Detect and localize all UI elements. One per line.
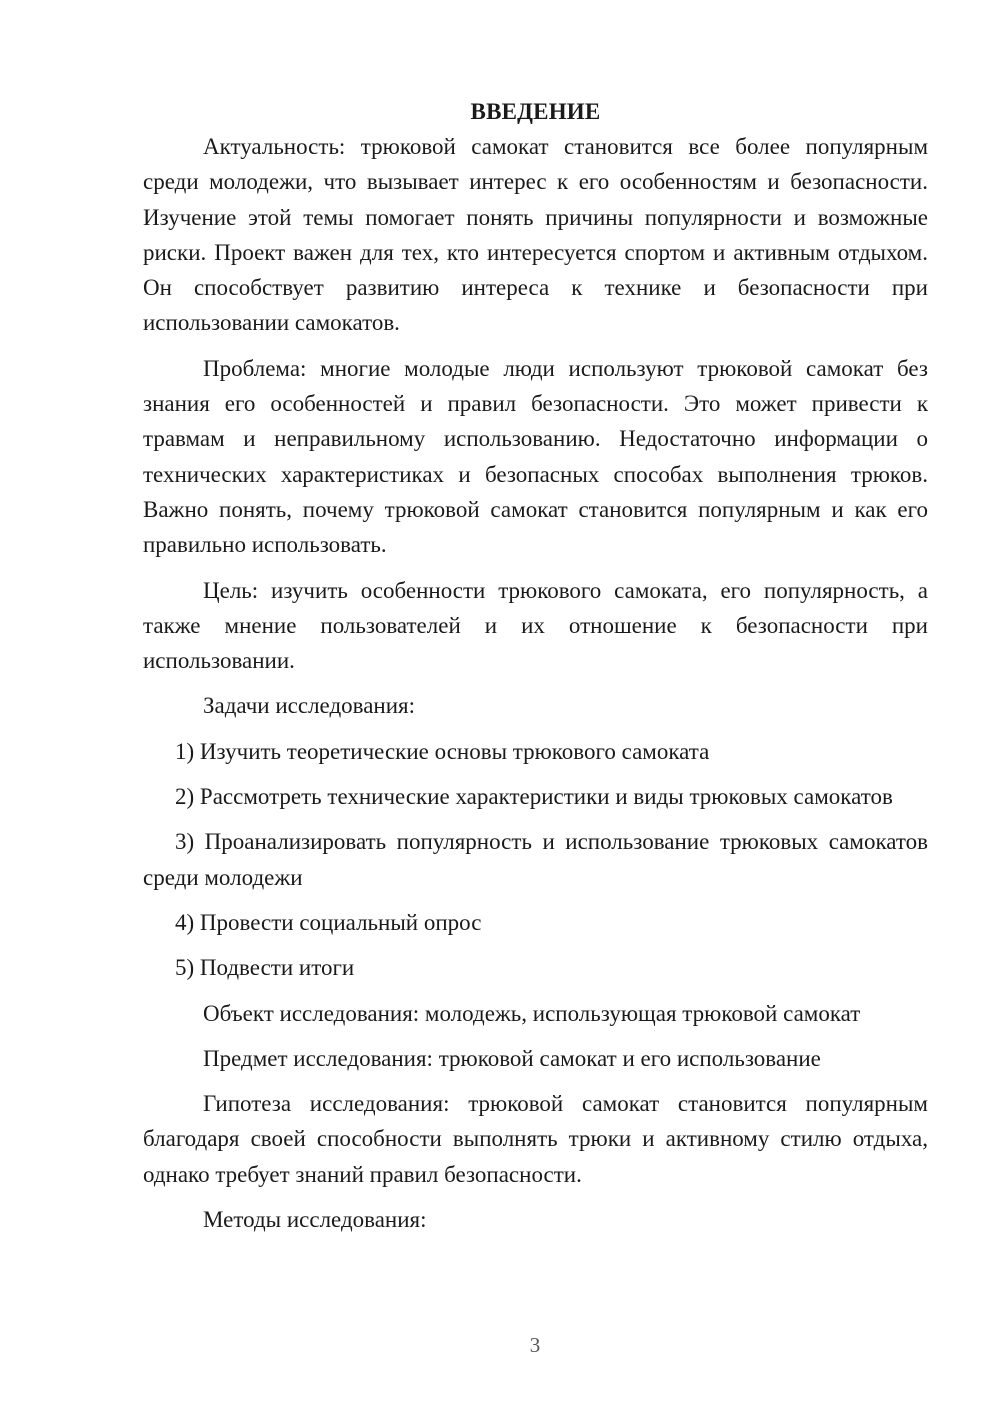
task-item-4: 4) Провести социальный опрос [175, 909, 482, 935]
paragraph-relevance: Актуальность: трюковой самокат становится все более популярным среди молодежи, что вызывает интерес к его особенностям и безопасности. Изучение этой темы помогает понять причины популярности и возможные риски. Проект важен для тех, кто интересуется спортом и активным отдыхом. Он способствует развитию интереса к технике и безопасности при использовании самокатов. [143, 134, 928, 336]
paragraph-object: Объект исследования: молодежь, использующая трюковой самокат [203, 1000, 861, 1026]
paragraph-goal: Цель: изучить особенности трюкового самоката, его популярность, а также мнение пользователей и их отношение к безопасности при использовании. [143, 577, 928, 674]
paragraph-hypothesis: Гипотеза исследования: трюковой самокат становится популярным благодаря своей способности выполнять трюки и активному стилю отдыха, однако требует знаний правил безопасности. [143, 1091, 928, 1187]
document-page [143, 94, 928, 1237]
paragraph-problem: Проблема: многие молодые люди используют трюковой самокат без знания его особенностей и правил безопасности. Это может привести к травмам и неправильному использованию. Недостаточно информации о технических характеристиках и безопасных способах выполнения трюков. Важно понять, почему трюковой самокат становится популярным и как его правильно использовать. [143, 355, 928, 558]
task-item-5: 5) Подвести итоги [175, 955, 355, 981]
page-number: 3 [529, 1333, 541, 1357]
task-item-3: 3) Проанализировать популярность и использование трюковых самокатов среди молодежи [143, 829, 928, 890]
task-item-2: 2) Рассмотреть технические характеристики и виды трюковых самокатов [175, 784, 893, 810]
section-title: ВВЕДЕНИЕ [470, 99, 601, 124]
tasks-heading: Задачи исследования: [203, 693, 416, 719]
task-item-1: 1) Изучить теоретические основы трюкового самоката [175, 738, 710, 764]
paragraph-subject: Предмет исследования: трюковой самокат и его использование [203, 1045, 821, 1071]
methods-heading: Методы исследования: [203, 1207, 427, 1233]
